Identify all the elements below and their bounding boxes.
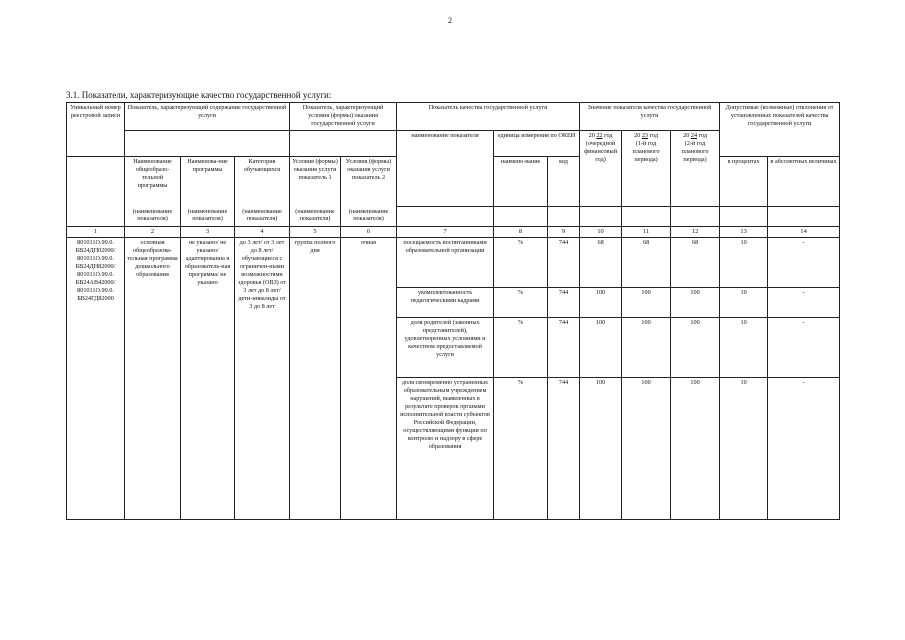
indicator-pct: 10: [720, 238, 768, 288]
header-registry-spacer-2: [67, 207, 125, 227]
indicator-pct: 10: [720, 318, 768, 378]
indicator-year-1: 68: [580, 238, 622, 288]
column-number: 10: [580, 227, 622, 238]
header-in-absolute: в абсолютных величинах: [768, 157, 840, 207]
indicator-year-3: 68: [671, 238, 720, 288]
section-title: 3.1. Показатели, характеризующие качество государственной услуги:: [66, 90, 332, 100]
header-content-spacer: [125, 131, 290, 157]
column-number: 11: [622, 227, 671, 238]
column-number: 6: [341, 227, 397, 238]
indicator-abs: -: [768, 378, 840, 520]
column-number: 3: [181, 227, 235, 238]
header-program-name: Наименование общеобразо-тельной программы: [125, 157, 181, 207]
column-number: 8: [494, 227, 548, 238]
indicator-unit: %: [494, 238, 548, 288]
header-quality-indicator: Показатель качества государственной услуги: [397, 103, 580, 131]
header-unit: единица измерения по ОКЕИ: [494, 131, 580, 157]
sub-indicator-name-5: (наименование показателя): [341, 207, 397, 227]
indicator-name: доля родителей (законных представителей), удовлетворенных условиями и качеством предоставляемой услуги: [397, 318, 494, 378]
column-number: 1: [67, 227, 125, 238]
header-conditions-indicator: Показатель, характеризующий условия (формы) оказания государственной услуги: [290, 103, 397, 131]
header-in-absolute-spacer: [768, 207, 840, 227]
indicator-year-2: 100: [622, 318, 671, 378]
column-number: 14: [768, 227, 840, 238]
indicator-year-2: 100: [622, 378, 671, 520]
header-cond2: Условия (формы) оказания услуги показатель 2: [341, 157, 397, 207]
indicator-unit: %: [494, 318, 548, 378]
header-in-percent-spacer: [720, 207, 768, 227]
record-cond1: группа полного дня: [290, 238, 341, 520]
column-number: 5: [290, 227, 341, 238]
indicator-abs: -: [768, 318, 840, 378]
header-unit-name-spacer: [494, 207, 548, 227]
header-indicator-name: наименование показателя: [397, 131, 494, 207]
header-content-indicator: Показатель, характеризующий содержание государственной услуги: [125, 103, 290, 131]
sub-indicator-name-2: (наименование показателя): [181, 207, 235, 227]
sub-indicator-name-4: (наименование показателя): [290, 207, 341, 227]
header-cond1: Условия (формы) оказания услуги показатель 1: [290, 157, 341, 207]
indicator-abs: -: [768, 238, 840, 288]
page-number: 2: [448, 16, 452, 25]
indicator-code: 744: [548, 378, 580, 520]
header-unit-code: код: [548, 157, 580, 207]
indicator-name: посещаемость воспитанниками образовательной организации: [397, 238, 494, 288]
indicator-year-3: 100: [671, 318, 720, 378]
indicator-abs: -: [768, 288, 840, 318]
header-in-percent: в процентах: [720, 157, 768, 207]
column-number: 9: [548, 227, 580, 238]
record-registry: 801011О.99.0. БВ24ДП02000/ 801011О.99.0. БВ24ДН82000/ 801011О.99.0. БВ24АВ42000/ 801011О.99.0. БВ24ГД82000: [67, 238, 125, 520]
record-category: до 3 лет/ от 3 лет до 8 лет/ обучающиеся с ограничен-ными возможностями здоровья (ОВЗ) от 3 лет до 8 лет/ дети-инвалиды от 3 до 8 лет: [235, 238, 290, 520]
indicator-unit: %: [494, 288, 548, 318]
indicator-pct: 10: [720, 288, 768, 318]
header-unit-code-spacer: [548, 207, 580, 227]
column-number: 13: [720, 227, 768, 238]
record-programs: не указано/ не указано/ адаптированна я образователь-ная программа/ не указано: [181, 238, 235, 520]
indicator-code: 744: [548, 238, 580, 288]
indicator-year-1: 100: [580, 378, 622, 520]
header-quality-value: Значение показателя качества государственной услуги: [580, 103, 720, 131]
indicator-name: доля своевременно устраненных образовательным учреждением нарушений, выявленных в результате проверок органами исполнительной власти субъектов Российской Федерации, осуществляющими функции по контролю и надзору в сфере образования: [397, 378, 494, 520]
header-year-1: 20 22 год (очередной финансовый год): [580, 131, 622, 207]
header-year-3: 20 24 год (2-й год планового периода): [671, 131, 720, 207]
indicator-code: 744: [548, 318, 580, 378]
indicator-year-3: 100: [671, 288, 720, 318]
column-number: 2: [125, 227, 181, 238]
header-allowed-deviation: Допустимые (возможные) отклонения от установленных показателей качества государственной услуги: [720, 103, 840, 157]
column-number: 4: [235, 227, 290, 238]
indicator-pct: 10: [720, 378, 768, 520]
sub-indicator-name-1: (наименование показателя): [125, 207, 181, 227]
header-registry-spacer: [67, 157, 125, 207]
indicator-year-2: 100: [622, 288, 671, 318]
indicator-year-2: 68: [622, 238, 671, 288]
record-program: основная общеобразова-тельная программа дошкольного образования: [125, 238, 181, 520]
header-programs: Наименова-ние программы: [181, 157, 235, 207]
indicator-year-3: 100: [671, 378, 720, 520]
header-conditions-spacer: [290, 131, 397, 157]
header-year-2-spacer: [622, 207, 671, 227]
header-unit-name: наимено-вание: [494, 157, 548, 207]
indicator-name: укомплектованность педагогическими кадрами: [397, 288, 494, 318]
column-number: 7: [397, 227, 494, 238]
sub-indicator-name-3: (наименование показателя): [235, 207, 290, 227]
quality-indicators-table: [66, 102, 840, 520]
header-year-1-spacer: [580, 207, 622, 227]
header-year-3-spacer: [671, 207, 720, 227]
indicator-unit: %: [494, 378, 548, 520]
indicator-year-1: 100: [580, 288, 622, 318]
indicator-code: 744: [548, 288, 580, 318]
header-registry-number: Уникальный номер реестровой записи: [67, 103, 125, 157]
indicator-year-1: 100: [580, 318, 622, 378]
header-year-2: 20 23 год (1-й год планового периода): [622, 131, 671, 207]
header-indicator-name-spacer: [397, 207, 494, 227]
header-category: Категория обучающихся: [235, 157, 290, 207]
column-number: 12: [671, 227, 720, 238]
record-cond2: очная: [341, 238, 397, 520]
